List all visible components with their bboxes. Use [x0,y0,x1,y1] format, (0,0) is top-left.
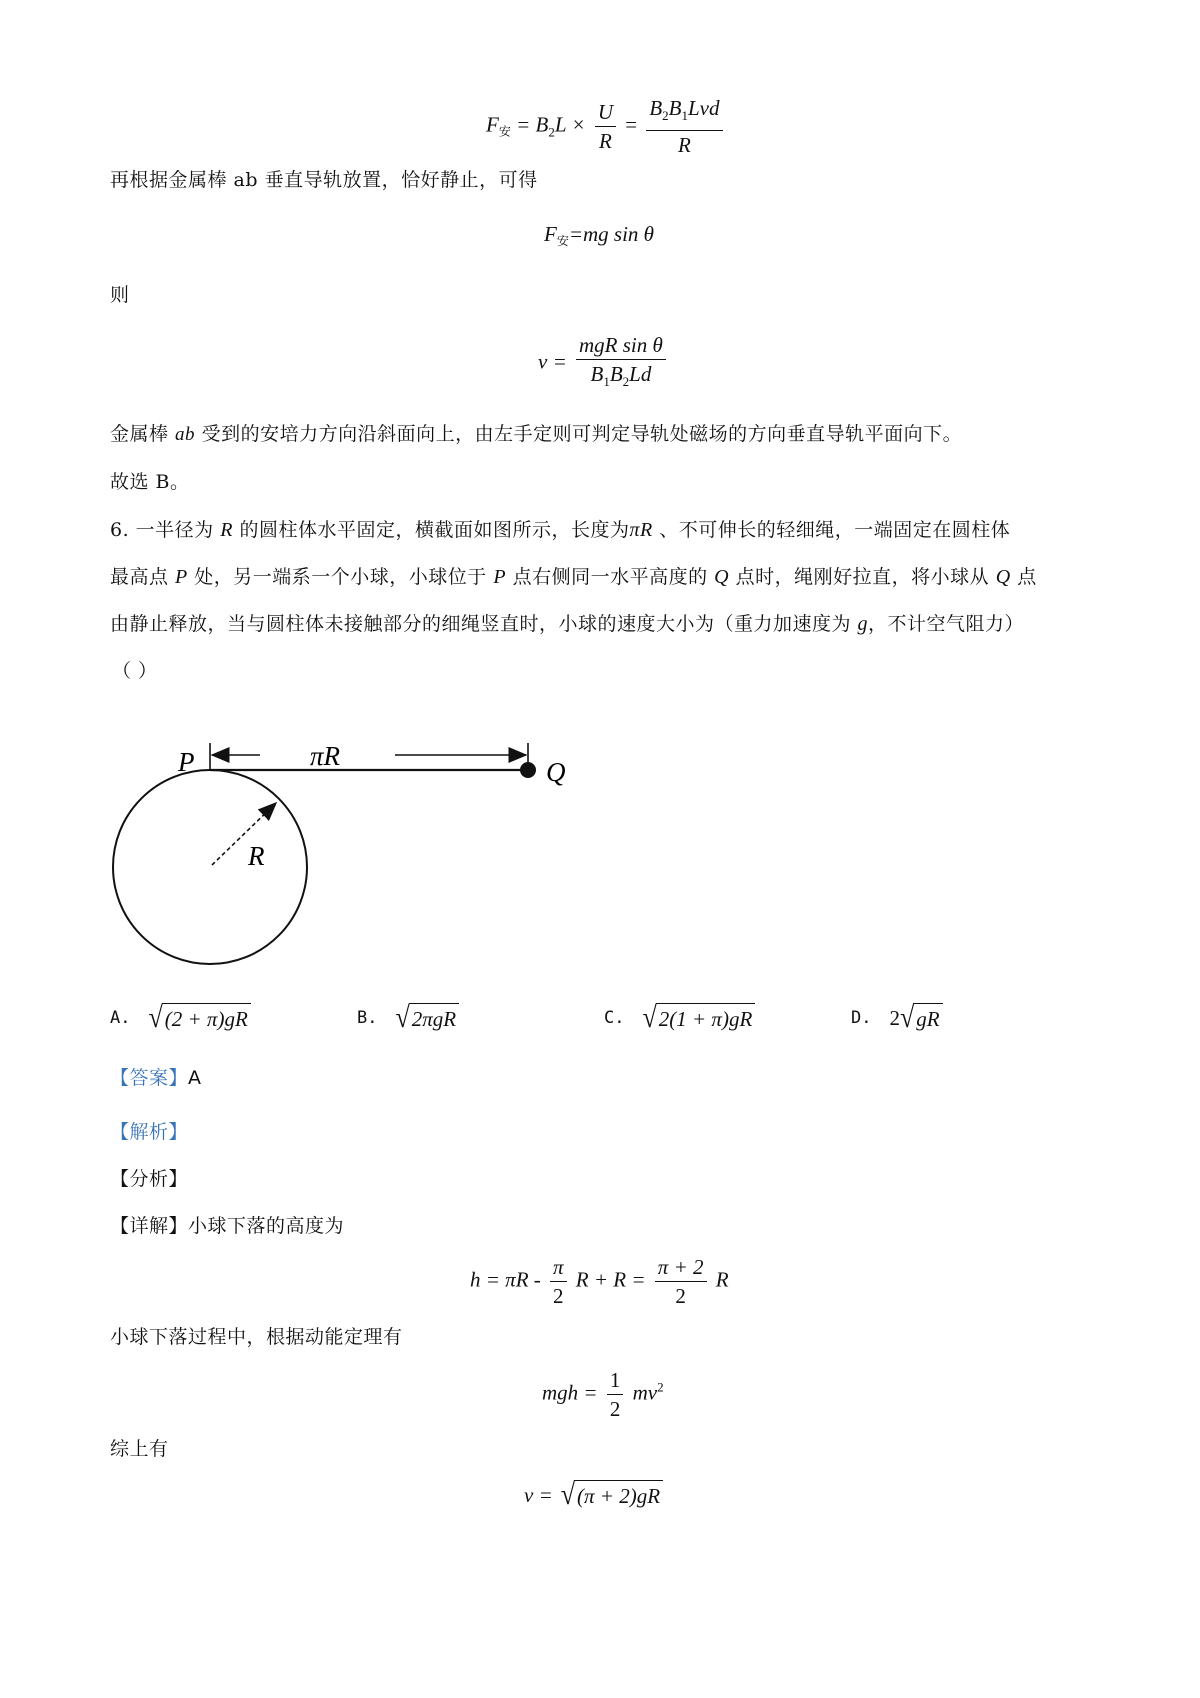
answer-value: A [188,1067,202,1089]
equation-ampere-force: F安 = $B_2L$ × $\frac{U}{R}$ = $\frac{B_2B_1Lvd}{R}$ [486,96,727,157]
fenxi-tag: 【分析】 [110,1168,189,1190]
equation-energy: mgh = $\frac{1}{2}$ $mv^2$ [542,1368,664,1421]
option-c[interactable]: C. √ 2(1 + π)gR [604,1003,755,1033]
label-Q: Q [546,757,566,787]
analysis-tag: 【解析】 [110,1121,189,1143]
equation-velocity: v = $\frac{\text{mgR sin θ}}{B_1B_2Ld}$ [538,333,670,394]
cylinder-figure [100,725,580,985]
answer-tag: 【答案】 [110,1067,189,1089]
question-line: 6. 一半径为 R 的圆柱体水平固定，横截面如图所示，长度为πR 、不可伸长的轻细绳，一端固定在圆柱体 [110,519,1011,541]
equation-final-velocity: v = √ (π + 2)gR [524,1480,663,1510]
equation-height: h = πR - $\frac{\pi}{2}$ R + R = $\frac{\pi + 2}{2}$ R [470,1255,729,1308]
text-line: 则 [110,284,130,306]
label-piR: πR [310,741,341,771]
text-line: 金属棒 ab 受到的安培力方向沿斜面向上，由左手定则可判定导轨处磁场的方向垂直导轨平面向下。 [110,423,963,445]
option-a[interactable]: A. √ (2 + π)gR [110,1003,251,1033]
question-line: 由静止释放，当与圆柱体未接触部分的细绳竖直时，小球的速度大小为（重力加速度为 g，不计空气阻力） [110,613,1025,635]
option-b[interactable]: B. √ 2πgR [357,1003,459,1033]
text-line: 再根据金属棒 ab 垂直导轨放置，恰好静止，可得 [110,169,538,191]
radius-arrow [212,803,276,865]
ball [520,762,536,778]
text-line: 故选 B。 [110,471,190,493]
cylinder-circle [113,770,307,964]
question-blank: （ ） [112,660,158,682]
text-line: 综上有 [110,1438,169,1460]
text-line: 小球下落过程中，根据动能定理有 [110,1326,403,1348]
answer-line [110,1064,202,1092]
detail-line: 【详解】小球下落的高度为 [110,1215,345,1237]
label-P: P [178,747,195,777]
equation-balance: F安=mg sin θ [544,222,655,248]
option-d[interactable]: D. 2 √ gR [851,1003,943,1033]
label-R: R [248,841,265,871]
question-line: 最高点 P 处，另一端系一个小球，小球位于 P 点右侧同一水平高度的 Q 点时，绳刚好拉直，将小球从 Q 点 [110,566,1037,588]
